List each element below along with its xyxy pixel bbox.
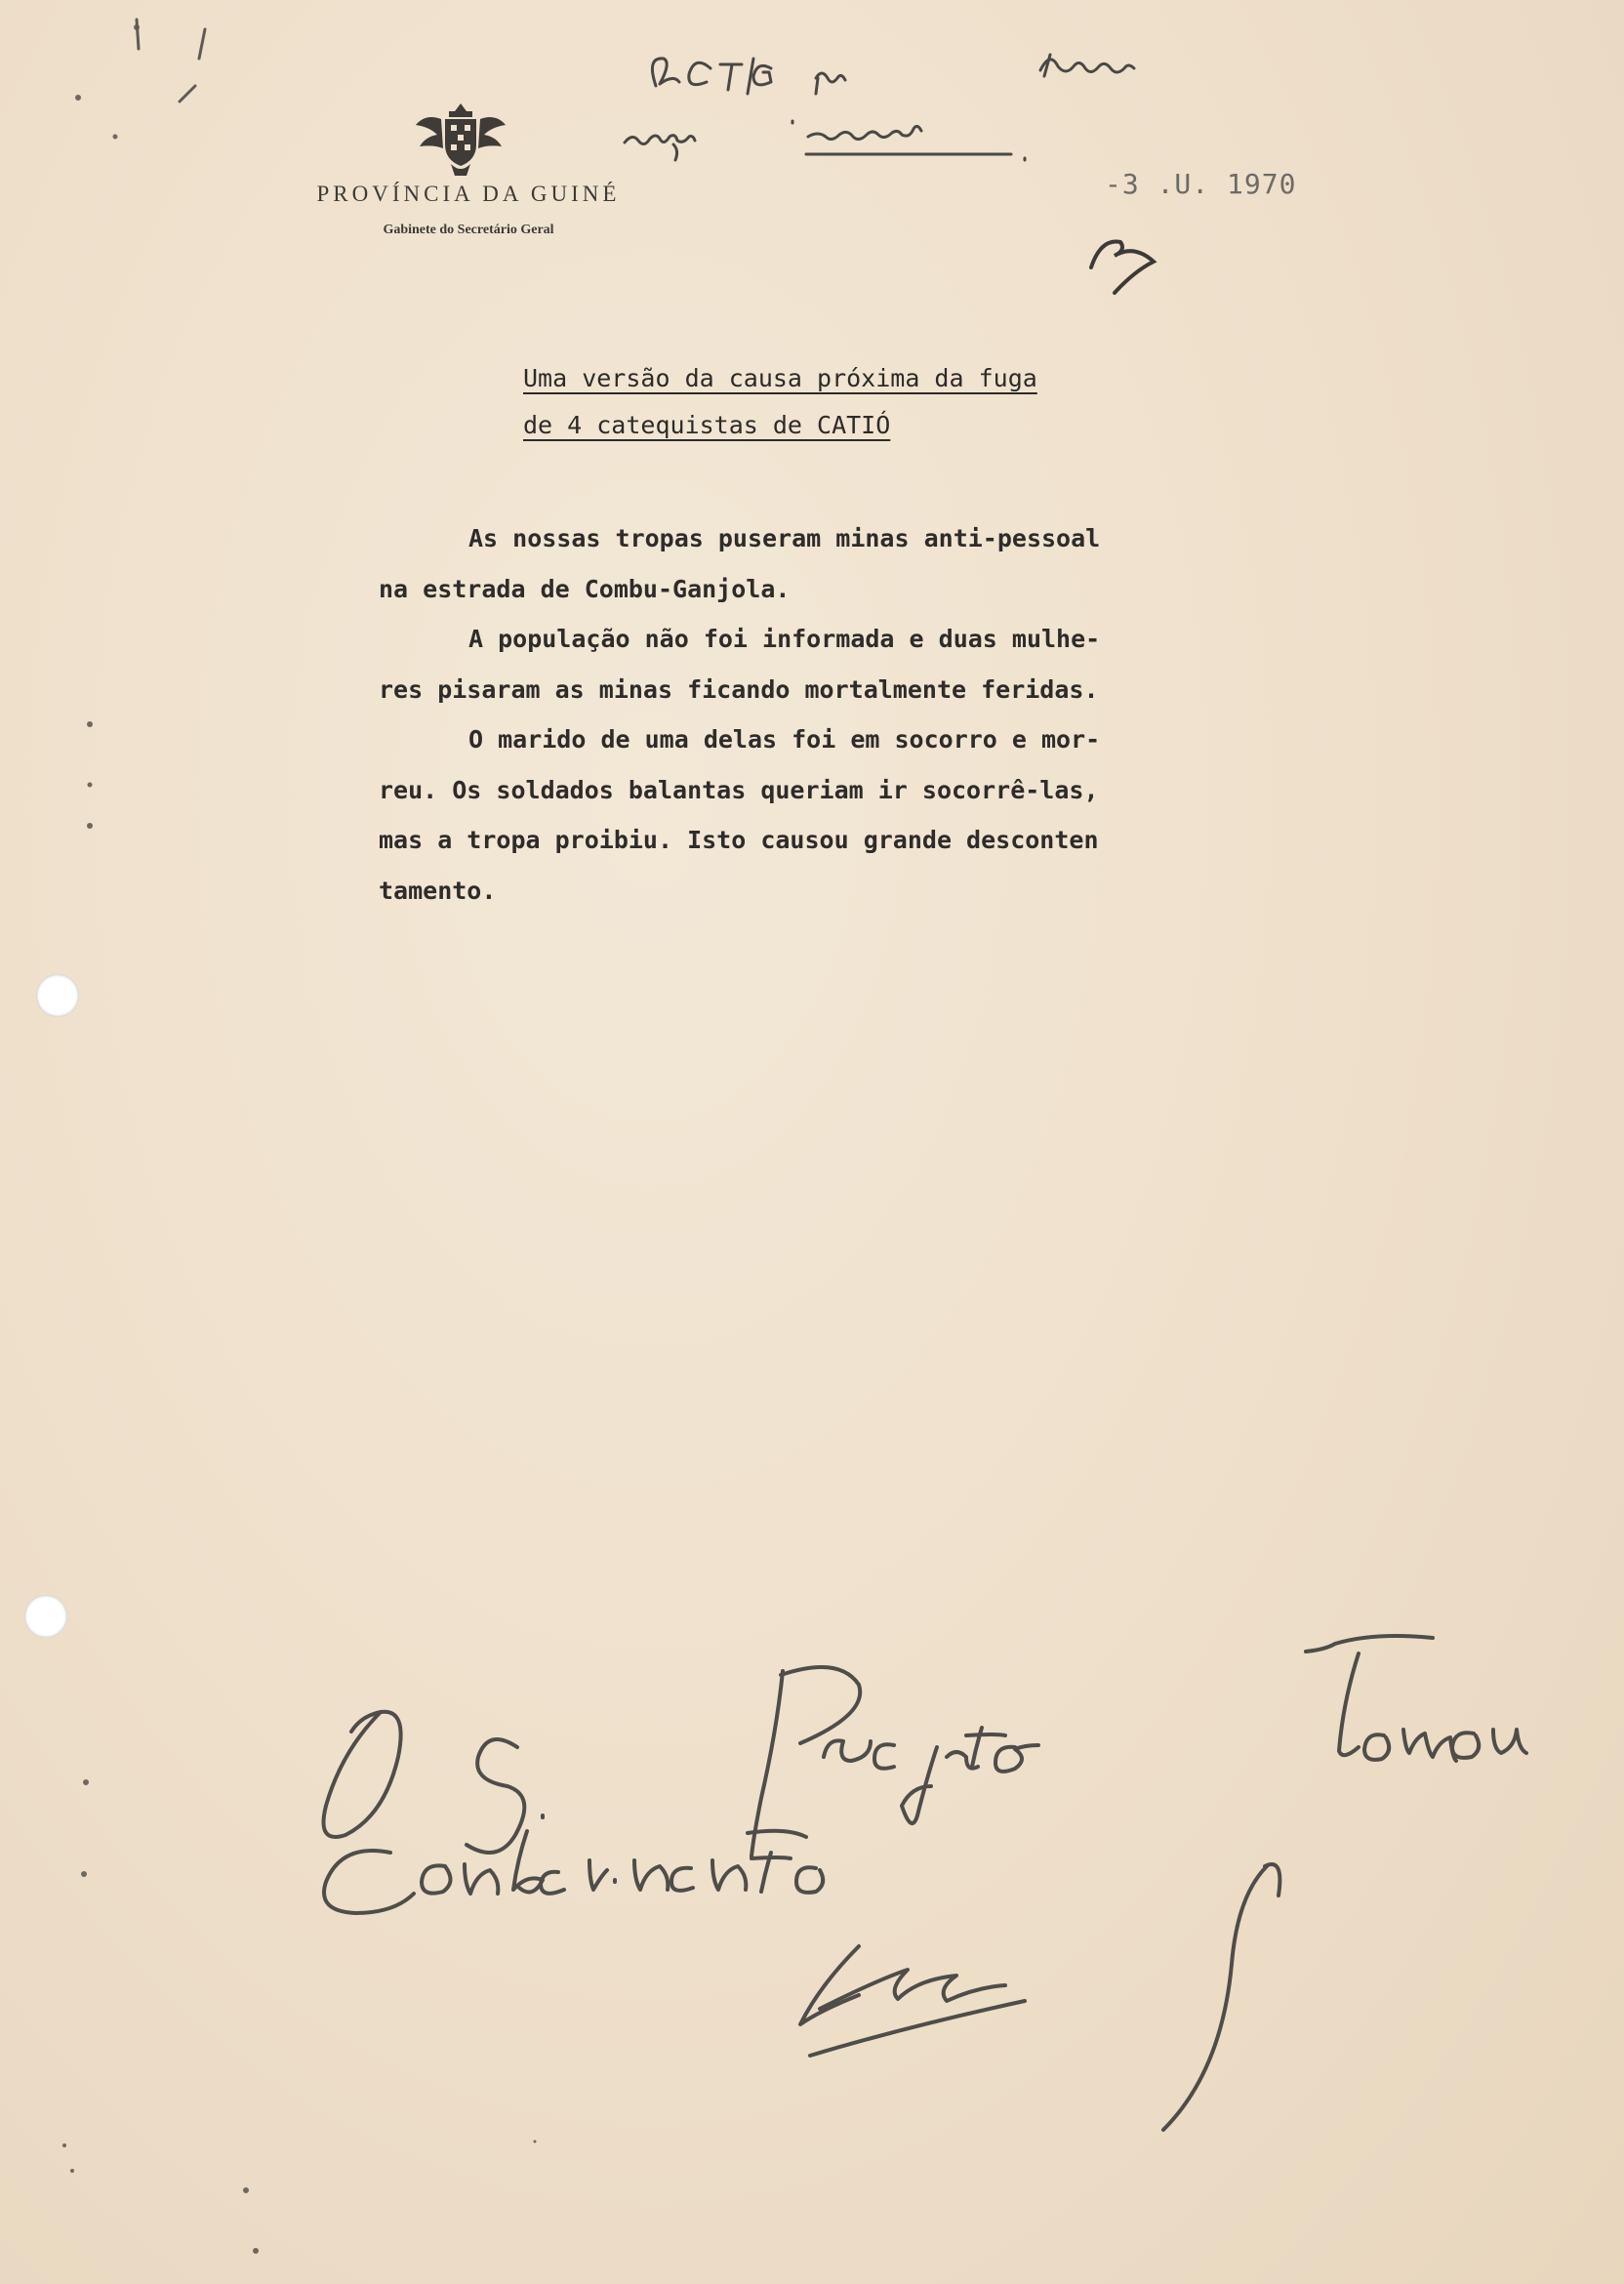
paper-specks bbox=[62, 24, 537, 2254]
letterhead-title: PROVÍNCIA DA GUINÉ bbox=[316, 182, 621, 206]
body-line: tamento. bbox=[379, 876, 497, 905]
coat-of-arms-icon bbox=[412, 100, 509, 178]
top-annotation-handwriting bbox=[625, 55, 1134, 160]
body-line: na estrada de Combu-Ganjola. bbox=[379, 574, 791, 603]
document-body bbox=[379, 513, 1257, 916]
body-line: O marido de uma delas foi em socorro e mor- bbox=[468, 725, 1101, 754]
title-line: de 4 catequistas de CATIÓ bbox=[523, 411, 891, 439]
body-line: A população não foi informada e duas mulhe- bbox=[468, 625, 1101, 653]
document-title bbox=[523, 355, 1037, 449]
pencil-note-handwriting bbox=[324, 1636, 1527, 2130]
stamp-initials-handwriting bbox=[1091, 242, 1154, 293]
letterhead-subtitle: Gabinete do Secretário Geral bbox=[383, 223, 554, 237]
punch-hole bbox=[36, 974, 79, 1017]
title-line: Uma versão da causa próxima da fuga bbox=[523, 364, 1037, 392]
body-line: res pisaram as minas ficando mortalmente feridas. bbox=[379, 674, 1099, 704]
punch-hole bbox=[24, 1595, 67, 1638]
body-line: As nossas tropas puseram minas anti-pessoal bbox=[468, 524, 1101, 552]
date-stamp: -3 .U. 1970 bbox=[1105, 168, 1297, 200]
body-line: mas a tropa proibiu. Isto causou grande desconten bbox=[379, 826, 1099, 854]
body-line: reu. Os soldados balantas queriam ir socorrê-las, bbox=[379, 775, 1099, 804]
